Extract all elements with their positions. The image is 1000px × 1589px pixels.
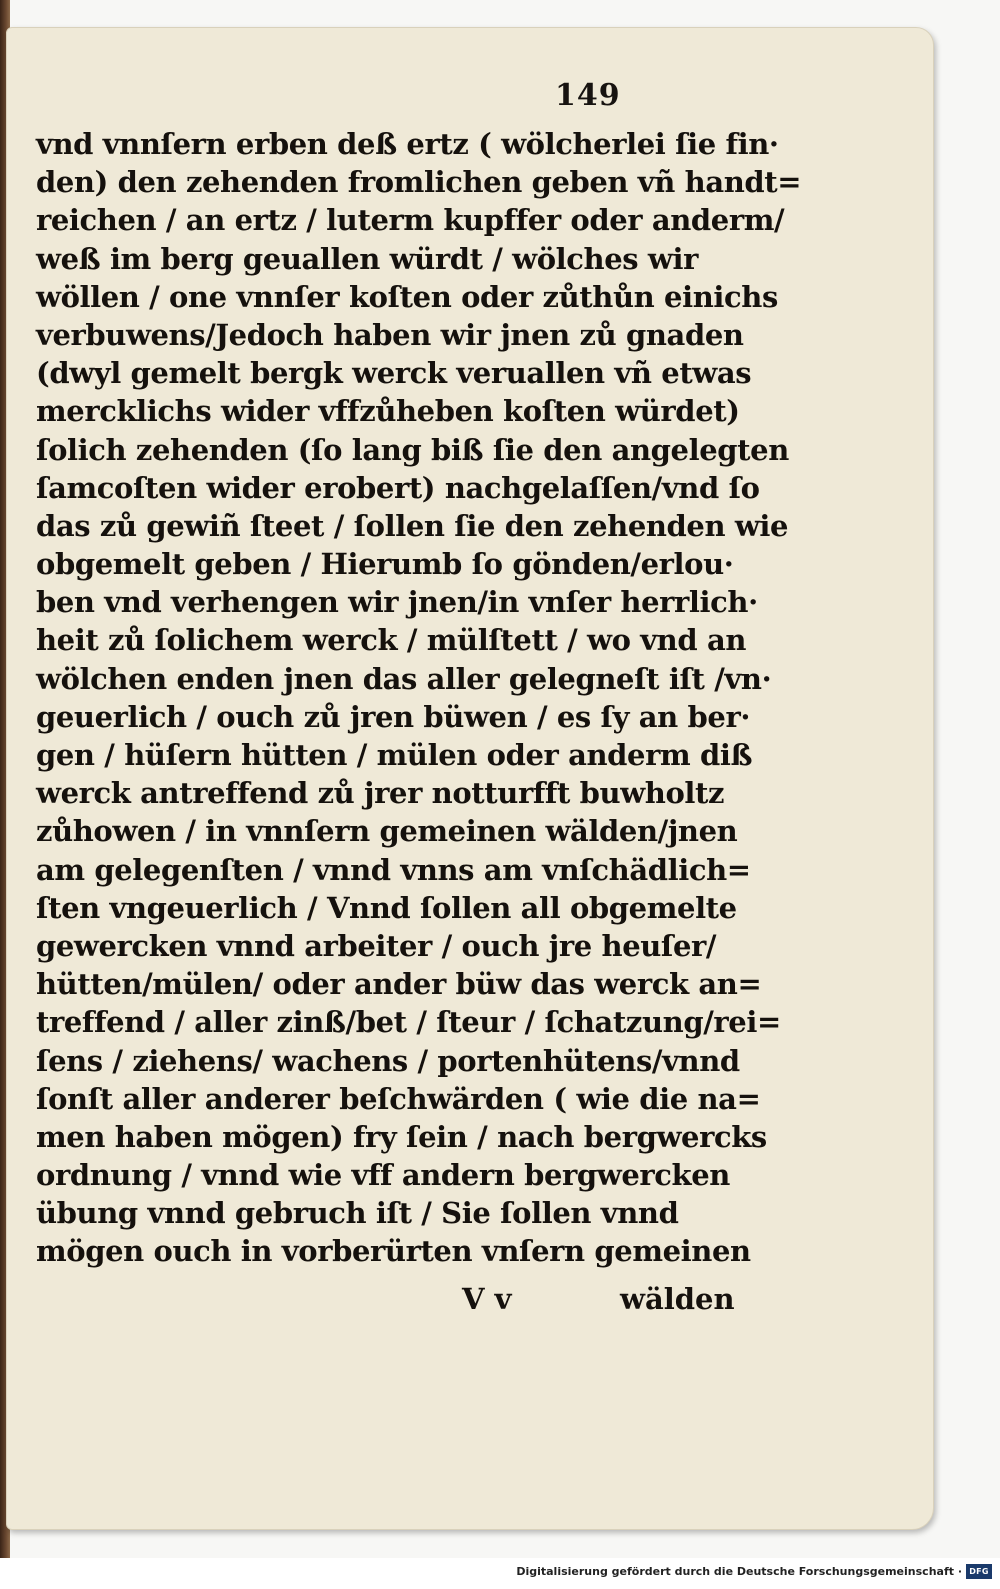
text-line: ſten vngeuerlich / Vnnd ſollen all obgemelte — [36, 890, 737, 925]
text-line: ſens / ziehens/ wachens / portenhütens/vnnd — [36, 1043, 740, 1078]
text-line: mögen ouch in vorberürten vnſern gemeinen — [36, 1234, 751, 1269]
text-line: treffend / aller zinß/bet / ſteur / ſchatzung/rei= — [36, 1005, 781, 1040]
text-line: obgemelt geben / Hierumb ſo gönden/erlou· — [36, 547, 734, 582]
text-line: ſonſt aller anderer beſchwärden ( wie die na= — [36, 1081, 761, 1116]
text-line: verbuwens/Jedoch haben wir jnen zů gnaden — [36, 317, 744, 352]
text-line: ſolich zehenden (ſo lang biß ſie den angelegten — [36, 432, 789, 467]
text-line: das zů gewiñ ſteet / ſollen ſie den zehenden wie — [36, 508, 789, 543]
catchword-row — [440, 1282, 740, 1322]
text-line: geuerlich / ouch zů jren büwen / es ſy an ber· — [36, 699, 751, 734]
text-line: ſamcoſten wider erobert) nachgelaſſen/vnd ſo — [36, 470, 760, 505]
page-text-block — [36, 125, 802, 1271]
page-number: 149 — [555, 78, 621, 113]
text-line: übung vnnd gebruch iſt / Sie ſollen vnnd — [36, 1196, 679, 1231]
catchword: wälden — [620, 1282, 735, 1316]
text-line: zůhowen / in vnnſern gemeinen wälden/jnen — [36, 814, 738, 849]
text-line: am gelegenſten / vnnd vnns am vnſchädlich= — [36, 852, 751, 887]
text-line: men haben mögen) fry ſein / nach bergwercks — [36, 1119, 767, 1154]
signature-mark: V v — [462, 1282, 512, 1316]
funding-credit: Digitalisierung gefördert durch die Deutsche Forschungsgemeinschaft · — [516, 1565, 962, 1578]
text-line: vnd vnnſern erben deß ertz ( wölcherlei ſie fin· — [36, 127, 779, 161]
text-line: heit zů ſolichem werck / mülſtett / wo vnd an — [36, 623, 747, 658]
text-line: weß im berg geuallen würdt / wölches wir — [36, 241, 698, 276]
text-line: mercklichs wider vffzůheben koſten würdet) — [36, 394, 740, 429]
text-line: wölchen enden jnen das aller gelegneſt iſt /vn· — [36, 661, 772, 696]
footer-bar — [0, 1558, 1000, 1589]
text-line: ordnung / vnnd wie vff andern bergwercken — [36, 1158, 730, 1193]
text-line: werck antreffend zů jrer notturfft buwholtz — [36, 776, 725, 811]
text-line: gen / hüſern hütten / mülen oder anderm diß — [36, 738, 753, 772]
text-line: ben vnd verhengen wir jnen/in vnſer herrlich· — [36, 585, 758, 620]
text-line: den) den zehenden fromlichen geben vñ handt= — [36, 165, 802, 200]
text-line: reichen / an ertz / luterm kupffer oder anderm/ — [36, 203, 785, 238]
text-line: (dwyl gemelt bergk werck veruallen vñ etwas — [36, 356, 752, 391]
text-line: gewercken vnnd arbeiter / ouch jre heuſer/ — [36, 928, 717, 963]
text-line: wöllen / one vnnſer koſten oder zůthůn einichs — [36, 279, 778, 314]
text-line: hütten/mülen/ oder ander büw das werck an= — [36, 967, 762, 1002]
dfg-logo: DFG — [966, 1564, 992, 1579]
